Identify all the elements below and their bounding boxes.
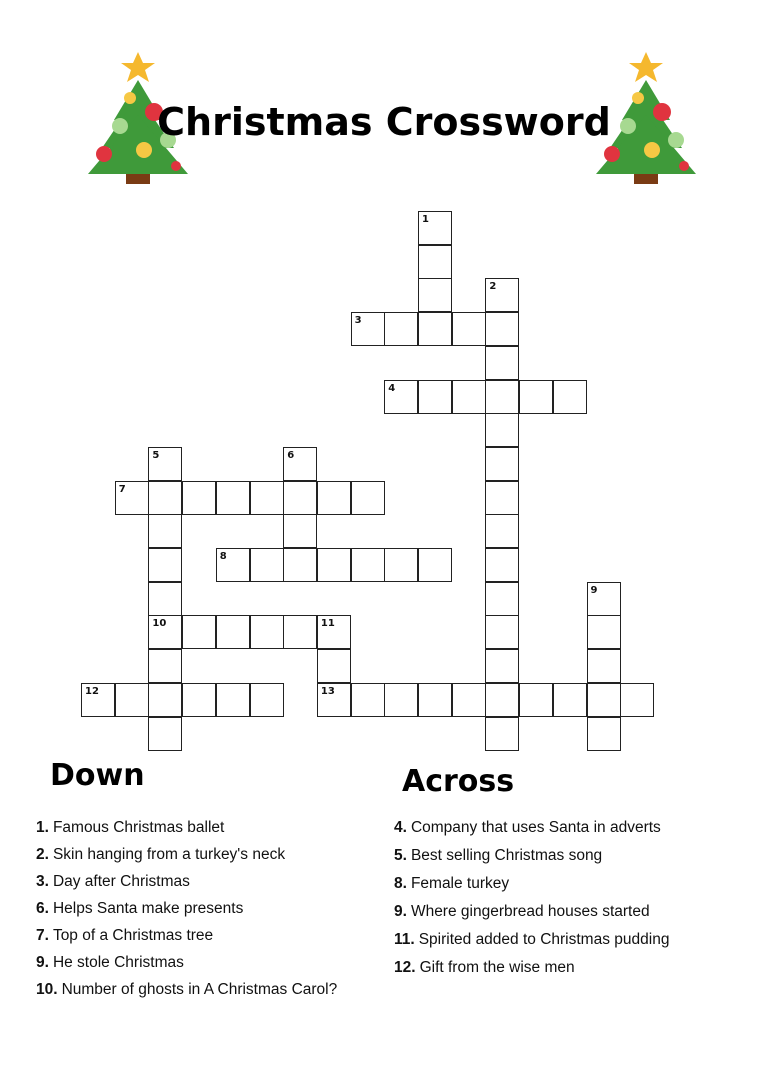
grid-cell[interactable] bbox=[587, 683, 621, 717]
grid-cell[interactable] bbox=[384, 548, 418, 582]
across-clue: 12. Gift from the wise men bbox=[394, 959, 575, 976]
grid-cell[interactable] bbox=[250, 481, 284, 515]
grid-cell[interactable] bbox=[452, 312, 486, 346]
clue-number: 13 bbox=[320, 685, 335, 697]
grid-cell[interactable] bbox=[485, 514, 519, 548]
grid-cell[interactable] bbox=[418, 683, 452, 717]
grid-cell[interactable] bbox=[148, 582, 182, 616]
grid-cell[interactable] bbox=[148, 514, 182, 548]
grid-cell[interactable] bbox=[384, 683, 418, 717]
grid-cell[interactable] bbox=[418, 380, 452, 414]
down-clue: 10. Number of ghosts in A Christmas Carol? bbox=[36, 981, 338, 998]
clue-number: 8 bbox=[219, 551, 227, 562]
down-clue-list bbox=[36, 814, 337, 1003]
grid-cell[interactable] bbox=[452, 683, 486, 717]
grid-cell[interactable] bbox=[250, 548, 284, 582]
grid-cell[interactable] bbox=[216, 481, 250, 515]
across-clue: 9. Where gingerbread houses started bbox=[394, 903, 650, 920]
grid-cell[interactable] bbox=[485, 582, 519, 616]
grid-cell[interactable] bbox=[485, 447, 519, 481]
grid-cell[interactable] bbox=[216, 615, 250, 649]
grid-cell[interactable] bbox=[115, 683, 149, 717]
grid-cell[interactable] bbox=[317, 481, 351, 515]
grid-cell[interactable] bbox=[418, 548, 452, 582]
down-clue: 3. Day after Christmas bbox=[36, 873, 190, 890]
clue-number: 12 bbox=[85, 685, 99, 697]
grid-cell[interactable] bbox=[485, 346, 519, 380]
grid-cell[interactable] bbox=[148, 717, 182, 751]
grid-cell[interactable] bbox=[587, 615, 621, 649]
clue-number: 10 bbox=[152, 618, 167, 630]
grid-cell[interactable] bbox=[148, 548, 182, 582]
grid-cell[interactable] bbox=[519, 380, 553, 414]
grid-cell[interactable] bbox=[587, 717, 621, 751]
grid-cell[interactable] bbox=[283, 615, 317, 649]
clue-number: 5 bbox=[152, 449, 160, 461]
grid-cell[interactable] bbox=[485, 481, 519, 515]
grid-cell[interactable] bbox=[250, 683, 284, 717]
grid-cell[interactable] bbox=[317, 649, 351, 683]
grid-cell[interactable] bbox=[418, 312, 452, 346]
grid-cell[interactable] bbox=[485, 380, 519, 414]
clue-number: 4 bbox=[388, 382, 396, 394]
clue-number: 7 bbox=[118, 483, 126, 495]
across-heading: Across bbox=[402, 764, 515, 799]
grid-cell[interactable] bbox=[485, 548, 519, 582]
across-clue-list bbox=[394, 814, 669, 982]
down-clue: 2. Skin hanging from a turkey's neck bbox=[36, 846, 286, 863]
grid-cell[interactable] bbox=[485, 413, 519, 447]
clue-number: 6 bbox=[287, 449, 295, 461]
grid-cell[interactable] bbox=[283, 514, 317, 548]
grid-cell[interactable] bbox=[283, 481, 317, 515]
grid-cell[interactable] bbox=[384, 312, 418, 346]
clue-number: 3 bbox=[354, 315, 362, 327]
down-clue: 9. He stole Christmas bbox=[36, 954, 184, 971]
grid-cell[interactable] bbox=[519, 683, 553, 717]
grid-cell[interactable] bbox=[148, 481, 182, 515]
grid-cell[interactable] bbox=[553, 683, 587, 717]
down-clue: 6. Helps Santa make presents bbox=[36, 900, 244, 917]
grid-cell[interactable] bbox=[351, 548, 385, 582]
grid-cell[interactable] bbox=[148, 649, 182, 683]
grid-cell[interactable] bbox=[317, 548, 351, 582]
grid-cell[interactable] bbox=[485, 649, 519, 683]
grid-cell[interactable] bbox=[418, 278, 452, 312]
grid-cell[interactable] bbox=[182, 615, 216, 649]
clue-number: 2 bbox=[489, 281, 497, 293]
across-clue: 5. Best selling Christmas song bbox=[394, 847, 603, 864]
grid-cell[interactable] bbox=[283, 548, 317, 582]
grid-cell[interactable] bbox=[620, 683, 654, 717]
grid-cell[interactable] bbox=[485, 312, 519, 346]
grid-cell[interactable] bbox=[250, 615, 284, 649]
clue-number: 1 bbox=[422, 214, 429, 225]
across-clue: 11. Spirited added to Christmas pudding bbox=[394, 931, 670, 948]
page-title: Christmas Crossword bbox=[157, 100, 611, 144]
grid-cell[interactable] bbox=[485, 615, 519, 649]
down-heading: Down bbox=[50, 758, 145, 793]
grid-cell[interactable] bbox=[553, 380, 587, 414]
grid-cell[interactable] bbox=[148, 683, 182, 717]
clue-number: 9 bbox=[590, 584, 598, 596]
grid-cell[interactable] bbox=[182, 683, 216, 717]
grid-cell[interactable] bbox=[351, 683, 385, 717]
grid-cell[interactable] bbox=[351, 481, 385, 515]
grid-cell[interactable] bbox=[418, 245, 452, 279]
clue-number: 11 bbox=[320, 618, 335, 630]
down-clue: 1. Famous Christmas ballet bbox=[36, 819, 225, 836]
grid-cell[interactable] bbox=[587, 649, 621, 683]
across-clue: 8. Female turkey bbox=[394, 875, 510, 892]
grid-cell[interactable] bbox=[216, 683, 250, 717]
down-clue: 7. Top of a Christmas tree bbox=[36, 927, 214, 944]
across-clue: 4. Company that uses Santa in adverts bbox=[394, 819, 661, 836]
grid-cell[interactable] bbox=[182, 481, 216, 515]
grid-cell[interactable] bbox=[485, 683, 519, 717]
grid-cell[interactable] bbox=[452, 380, 486, 414]
grid-cell[interactable] bbox=[485, 717, 519, 751]
